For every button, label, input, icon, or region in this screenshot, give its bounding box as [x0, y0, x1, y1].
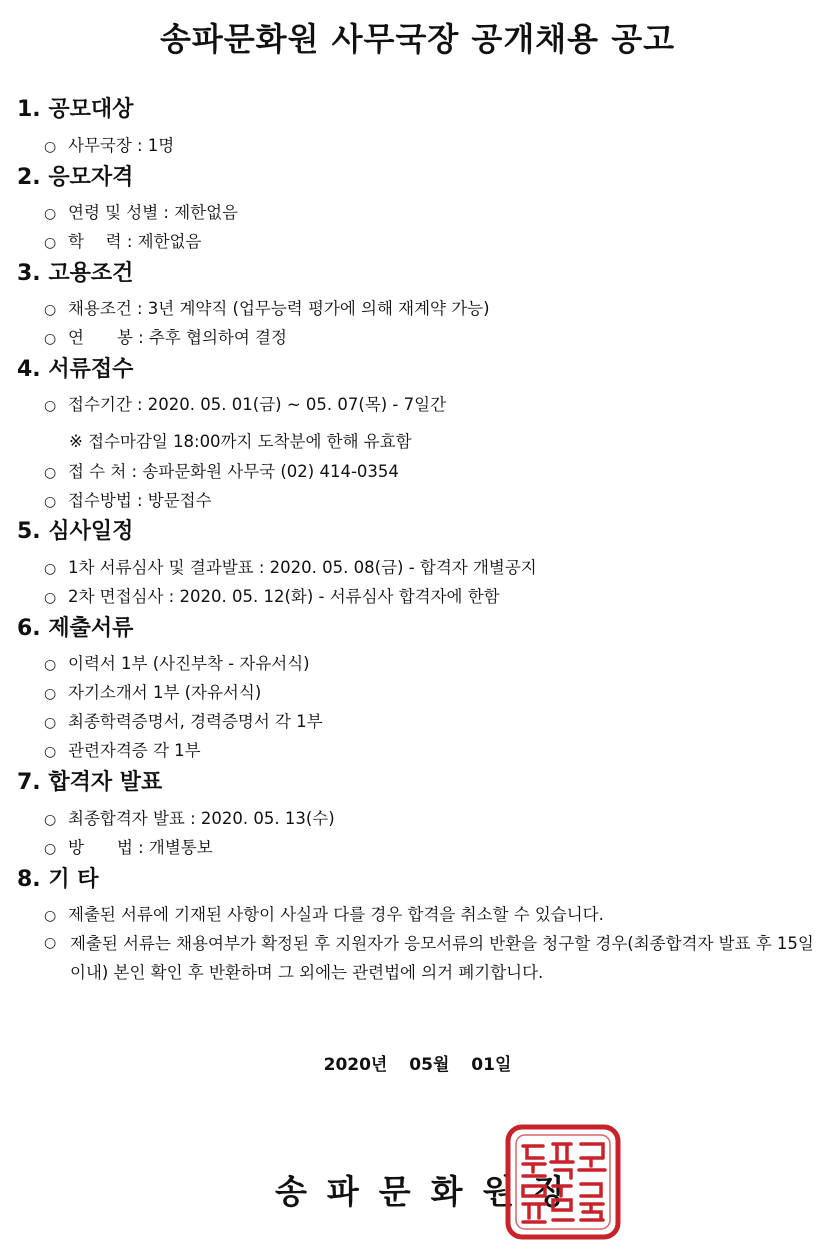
date-month: 05월 — [409, 1055, 450, 1075]
section-heading-qualifications: 2. 응모자격 — [17, 165, 134, 190]
bullet-icon: ○ — [44, 561, 57, 577]
item-text: 연령 및 성별 : 제한없음 — [68, 203, 238, 222]
list-item — [44, 557, 537, 580]
item-text: 관련자격증 각 1부 — [68, 741, 201, 760]
list-item — [44, 202, 238, 225]
signature-name: 송파문화원장 — [275, 1172, 587, 1211]
list-item — [44, 298, 490, 321]
item-text: 최종학력증명서, 경력증명서 각 1부 — [68, 712, 323, 731]
item-text: 제출된 서류에 기재된 사항이 사실과 다를 경우 합격을 취소할 수 있습니다. — [68, 905, 604, 924]
item-text: 채용조건 : 3년 계약직 (업무능력 평가에 의해 재계약 가능) — [68, 299, 490, 318]
bullet-icon: ○ — [44, 744, 57, 760]
official-seal-icon — [505, 1124, 621, 1240]
section-heading-misc: 8. 기 타 — [17, 867, 99, 892]
item-text: 학 력 : 제한없음 — [68, 232, 202, 251]
bullet-icon: ○ — [44, 686, 57, 702]
list-item — [44, 682, 261, 705]
item-text: 이력서 1부 (사진부착 - 자유서식) — [68, 654, 310, 673]
bullet-icon: ○ — [44, 139, 57, 155]
section-heading-recruitment-target: 1. 공모대상 — [17, 97, 134, 122]
list-item — [44, 490, 212, 513]
page-title: 송파문화원 사무국장 공개채용 공고 — [159, 20, 676, 58]
list-item — [44, 929, 824, 987]
section-heading-review-schedule: 5. 심사일정 — [17, 519, 134, 544]
list-item — [44, 808, 335, 831]
list-item — [44, 327, 287, 350]
section-heading-document-submission: 4. 서류접수 — [17, 357, 134, 382]
item-text: 1차 서류심사 및 결과발표 : 2020. 05. 08(금) - 합격자 개별공지 — [68, 558, 537, 577]
announcement-date — [0, 1050, 835, 1075]
bullet-icon: ○ — [44, 331, 57, 347]
item-text: 사무국장 : 1명 — [68, 136, 175, 155]
item-text: 접 수 처 : 송파문화원 사무국 (02) 414-0354 — [68, 462, 399, 481]
bullet-icon: ○ — [44, 908, 57, 924]
bullet-icon: ○ — [44, 590, 57, 606]
list-item — [44, 394, 446, 417]
section-heading-announcement: 7. 합격자 발표 — [17, 770, 163, 795]
bullet-icon: ○ — [44, 841, 57, 857]
bullet-icon: ○ — [44, 398, 57, 414]
list-item — [44, 231, 201, 254]
item-text: 방 법 : 개별통보 — [68, 838, 213, 857]
list-item — [44, 837, 213, 860]
item-text: 자기소개서 1부 (자유서식) — [68, 683, 262, 702]
item-text: 제출된 서류는 채용여부가 확정된 후 지원자가 응모서류의 반환을 청구할 경우(최종합격자 발표 후 15일 이내) 본인 확인 후 반환하며 그 외에는 관련법에 의거 폐기합니다. — [70, 934, 814, 982]
date-day: 01일 — [471, 1055, 512, 1075]
list-item — [44, 711, 323, 734]
bullet-icon: ○ — [44, 235, 57, 251]
item-text: 2차 면접심사 : 2020. 05. 12(화) - 서류심사 합격자에 한함 — [68, 587, 500, 606]
list-item — [44, 653, 310, 676]
item-text: 최종합격자 발표 : 2020. 05. 13(수) — [68, 809, 335, 828]
bullet-icon: ○ — [44, 494, 57, 510]
section-heading-required-documents: 6. 제출서류 — [17, 616, 134, 641]
bullet-icon: ○ — [44, 657, 57, 673]
bullet-icon: ○ — [44, 465, 57, 481]
date-year: 2020년 — [323, 1055, 388, 1075]
item-text: 연 봉 : 추후 협의하여 결정 — [68, 328, 287, 347]
bullet-icon: ○ — [44, 935, 57, 951]
section-heading-employment-conditions: 3. 고용조건 — [17, 261, 134, 286]
deadline-note: ※ 접수마감일 18:00까지 도착분에 한해 유효함 — [69, 432, 412, 451]
list-item — [44, 586, 500, 609]
list-item — [44, 461, 399, 484]
bullet-icon: ○ — [44, 302, 57, 318]
bullet-icon: ○ — [44, 206, 57, 222]
item-text: 접수방법 : 방문접수 — [68, 491, 212, 510]
item-text: 접수기간 : 2020. 05. 01(금) ~ 05. 07(목) - 7일간 — [68, 395, 447, 414]
list-item — [44, 904, 604, 927]
bullet-icon: ○ — [44, 715, 57, 731]
list-item — [44, 740, 201, 763]
bullet-icon: ○ — [44, 812, 57, 828]
list-item — [44, 135, 174, 158]
